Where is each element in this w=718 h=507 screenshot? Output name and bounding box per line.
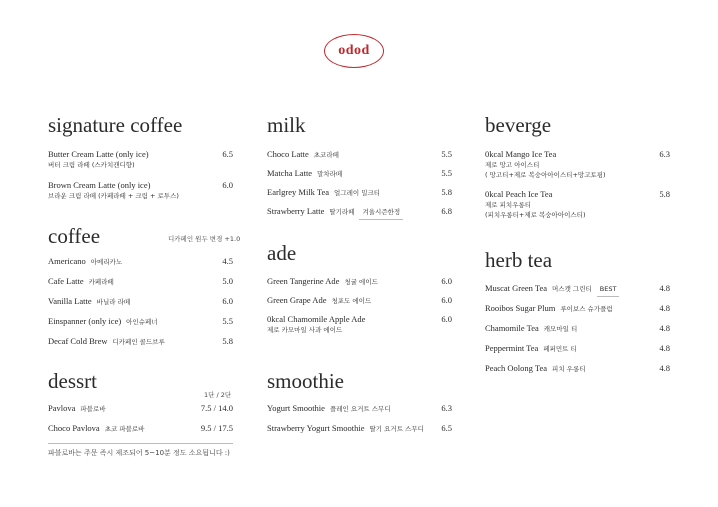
menu-item (48, 256, 233, 276)
item-korean-name: 얼그레이 밀크티 (334, 189, 381, 197)
item-name: Matcha Latte (267, 168, 313, 178)
item-korean-name: 초코라떼 (313, 151, 339, 159)
menu-item (48, 276, 233, 296)
divider (48, 443, 233, 444)
item-price: 5.5 (222, 316, 233, 326)
item-name: Cafe Latte (48, 276, 84, 286)
section-title: herb tea (485, 248, 553, 272)
item-price: 4.8 (659, 303, 670, 313)
item-price: 6.5 (441, 423, 452, 433)
menu-item (267, 295, 452, 314)
section-title: coffee (48, 224, 101, 248)
section-ade (267, 242, 452, 264)
menu-item (267, 423, 452, 443)
menu-item (48, 423, 233, 443)
menu-item (485, 323, 670, 343)
item-korean-name: 페퍼민트 티 (543, 345, 577, 353)
milk-list (267, 149, 452, 225)
item-korean-name: 딸기라떼 (329, 208, 355, 216)
item-name: Green Grape Ade (267, 295, 327, 305)
menu-item (267, 276, 452, 295)
menu-item (48, 296, 233, 316)
decaf-note: 디카페인 원두 변경 +1.0 (168, 235, 241, 243)
section-title: ade (267, 241, 297, 265)
item-korean-name: 딸기 요거트 스무디 (369, 425, 424, 433)
section-signature-coffee (48, 114, 233, 136)
item-korean-name: 말차라떼 (317, 170, 343, 178)
item-korean-name: 머스캣 그린티 (552, 285, 592, 293)
item-description: 제로 피치우롱티 (485, 201, 532, 209)
item-korean-name: 청귤 에이드 (344, 278, 378, 286)
item-price: 4.8 (659, 323, 670, 333)
coffee-list (48, 256, 233, 356)
item-price: 6.8 (441, 206, 452, 216)
section-title: smoothie (267, 369, 344, 393)
item-price: 6.0 (222, 296, 233, 306)
brand-logo: odod (324, 34, 384, 68)
menu-item (267, 187, 452, 206)
item-korean-name: 캐모마일 티 (543, 325, 578, 333)
item-name: Einspanner (only ice) (48, 316, 122, 326)
item-name: 0kcal Chamomile Apple Ade (267, 314, 366, 324)
item-description: 제로 망고 아이스티 (485, 161, 540, 169)
item-price: 5.5 (441, 168, 452, 178)
section-milk (267, 114, 452, 136)
section-dessert (48, 370, 233, 392)
tier-note: 1단 / 2단 (204, 391, 232, 399)
item-price: 4.5 (222, 256, 233, 266)
item-name: 0kcal Peach Ice Tea (485, 189, 553, 199)
signature-coffee-list (48, 149, 233, 201)
menu-item (267, 314, 452, 335)
item-name: Americano (48, 256, 86, 266)
menu-item (267, 206, 452, 225)
item-name: 0kcal Mango Ice Tea (485, 149, 557, 159)
item-name: Strawberry Yogurt Smoothie (267, 423, 365, 433)
item-price: 5.0 (222, 276, 233, 286)
item-korean-name: 초코 파블로바 (104, 425, 145, 433)
item-name: Rooibos Sugar Plum (485, 303, 556, 313)
section-herb-tea (485, 249, 670, 271)
menu-item (267, 168, 452, 187)
item-price: 6.3 (441, 403, 452, 413)
item-name: Peppermint Tea (485, 343, 539, 353)
best-tag: BEST (597, 284, 620, 297)
item-name: Green Tangerine Ade (267, 276, 340, 286)
item-description: 제로 카모마일 사과 에이드 (267, 326, 343, 334)
item-price: 6.0 (441, 295, 452, 305)
section-beverge (485, 114, 670, 136)
item-korean-name: 아인슈페너 (126, 318, 158, 326)
item-korean-name: 청포도 에이드 (331, 297, 372, 305)
item-name: Butter Cream Latte (only ice) (48, 149, 149, 159)
menu-item (485, 303, 670, 323)
item-name: Pavlova (48, 403, 76, 413)
section-smoothie (267, 370, 452, 392)
item-description: 브라운 크림 라떼 (카페라떼 + 크림 + 로투스) (48, 192, 179, 200)
item-name: Peach Oolong Tea (485, 363, 548, 373)
item-price: 9.5 / 17.5 (200, 423, 233, 433)
item-price: 5.5 (441, 149, 452, 159)
smoothie-list (267, 403, 452, 443)
item-description: 버터 크림 라떼 (스카치캔디향) (48, 161, 135, 169)
item-description-detail: ( 망고티+제로 복숭아아이스티+망고토핑) (485, 171, 606, 179)
item-name: Choco Pavlova (48, 423, 100, 433)
menu-item (485, 283, 670, 303)
item-korean-name: 바닐라 라떼 (96, 298, 131, 306)
item-korean-name: 파블로바 (80, 405, 106, 413)
section-title: milk (267, 113, 306, 137)
item-price: 6.0 (222, 180, 233, 190)
item-korean-name: 플레인 요거트 스무디 (329, 405, 391, 413)
item-name: Strawberry Latte (267, 206, 325, 216)
menu-item (48, 403, 233, 423)
item-price: 4.8 (659, 283, 670, 293)
section-title: signature coffee (48, 113, 183, 137)
item-price: 6.0 (441, 276, 452, 286)
item-name: Decaf Cold Brew (48, 336, 108, 346)
beverge-list (485, 149, 670, 220)
item-price: 5.8 (441, 187, 452, 197)
dessert-list (48, 403, 233, 443)
dessert-footnote: 파블로바는 주문 즉시 제조되어 5~10분 정도 소요됩니다 :) (48, 449, 230, 457)
item-name: Chamomile Tea (485, 323, 539, 333)
item-korean-name: 피치 우롱티 (552, 365, 586, 373)
item-price: 7.5 / 14.0 (200, 403, 233, 413)
menu-item (48, 149, 233, 180)
item-price: 5.8 (659, 189, 670, 199)
section-title: beverge (485, 113, 552, 137)
item-description-detail: (피치우롱티+제로 복숭아아이스티) (485, 211, 586, 219)
menu-item (485, 189, 670, 220)
item-korean-name: 루이보스 슈가플럼 (560, 305, 613, 313)
item-name: Choco Latte (267, 149, 309, 159)
item-name: Vanilla Latte (48, 296, 92, 306)
item-name: Earlgrey Milk Tea (267, 187, 330, 197)
menu-item (48, 180, 233, 201)
item-name: Yogurt Smoothie (267, 403, 325, 413)
item-korean-name: 카페라떼 (88, 278, 114, 286)
item-name: Brown Cream Latte (only ice) (48, 180, 151, 190)
item-price: 6.3 (659, 149, 670, 159)
seasonal-tag: 겨울시즌한정 (359, 207, 403, 220)
herb-tea-list (485, 283, 670, 383)
menu-item (485, 363, 670, 383)
item-price: 4.8 (659, 363, 670, 373)
item-price: 4.8 (659, 343, 670, 353)
menu-item (485, 149, 670, 189)
menu-item (485, 343, 670, 363)
section-title: dessrt (48, 369, 97, 393)
menu-item (267, 403, 452, 423)
item-price: 6.5 (222, 149, 233, 159)
menu-item (267, 149, 452, 168)
item-korean-name: 아메리카노 (90, 258, 123, 266)
menu-item (48, 336, 233, 356)
ade-list (267, 276, 452, 335)
menu-item (48, 316, 233, 336)
item-name: Muscat Green Tea (485, 283, 548, 293)
item-price: 5.8 (222, 336, 233, 346)
item-price: 6.0 (441, 314, 452, 324)
item-korean-name: 디카페인 콜드브루 (112, 338, 165, 346)
